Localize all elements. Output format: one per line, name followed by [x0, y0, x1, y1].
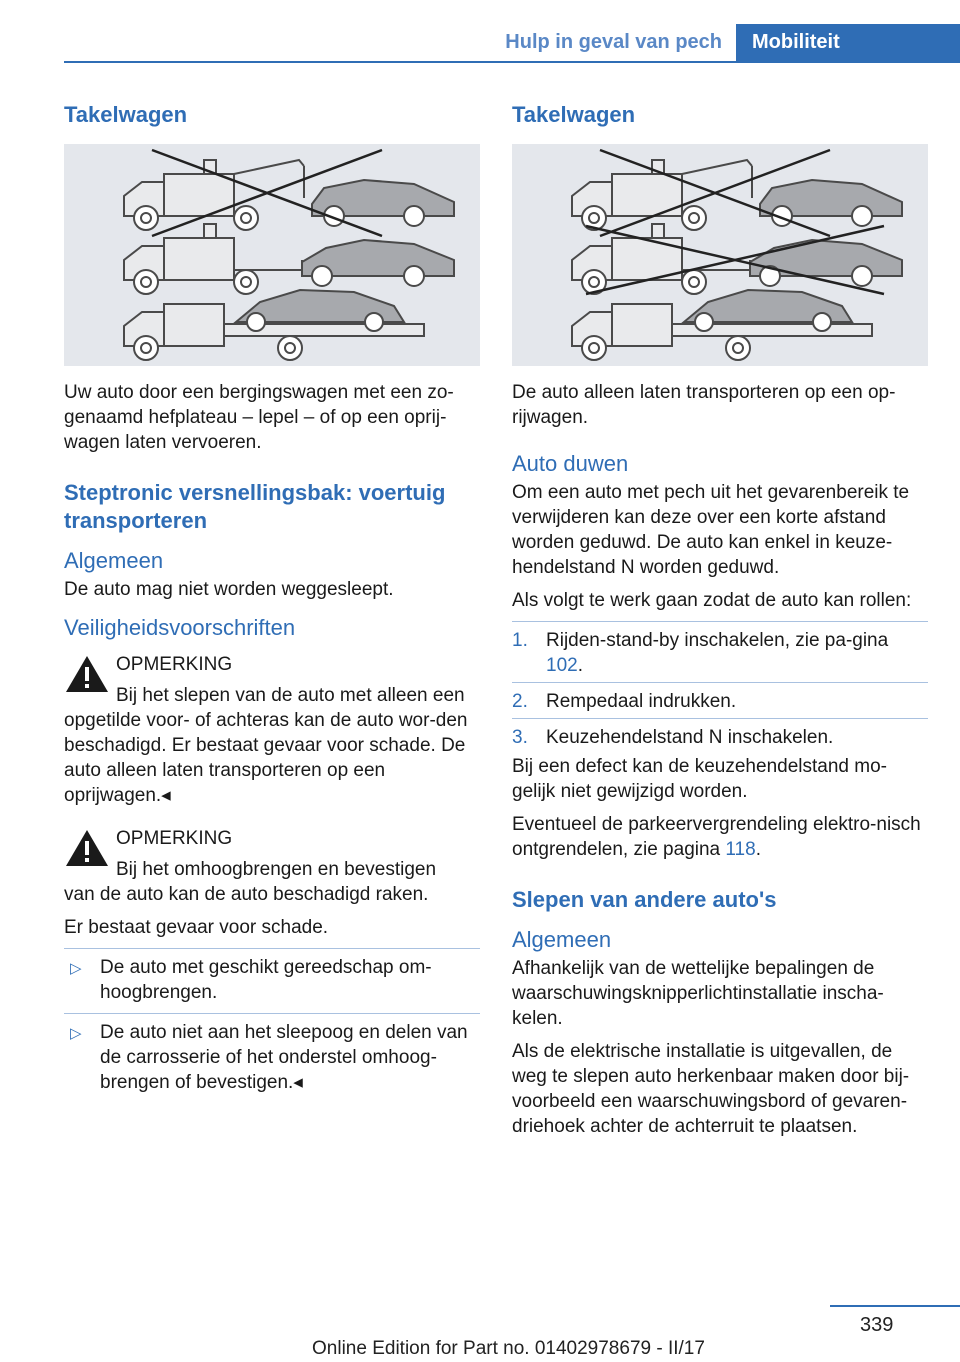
heading-algemeen-left: Algemeen — [64, 548, 164, 573]
divider — [512, 682, 928, 683]
warning-1-first-line: Bij het slepen van de auto met alleen een — [116, 685, 465, 706]
footer-rule — [830, 1305, 960, 1307]
push-text: Om een auto met pech uit het gevarenbereik te verwijderen kan deze over een korte afstand worden geduwd. De auto kan enkel in keuze‐hendelstand N worden geduwd. — [512, 482, 910, 578]
parking-text-body: Eventueel de parkeervergrendeling elektro‐nisch ontgrendelen, zie pagina — [512, 814, 921, 860]
step-text: Rijden-stand-by inschakelen, zie pa‐gina — [546, 630, 889, 651]
bullet-text: De auto met geschikt gereedschap om‐hoogbrengen. — [100, 957, 432, 1003]
header-chapter-tab[interactable]: Mobiliteit — [736, 24, 960, 61]
tow-truck-illustration-right — [512, 144, 928, 366]
steps-intro: Als volgt te werk gaan zodat de auto kan rollen: — [512, 590, 912, 611]
warning-triangle-icon — [64, 654, 110, 694]
right-column — [512, 100, 928, 1147]
bullet-text: De auto niet aan het sleepoog en delen van de carrosserie of het onderstel omhoog‐brengen of bevestigen.◂ — [100, 1022, 468, 1093]
tow-truck-illustration-left — [64, 144, 480, 366]
step-number: 2. — [512, 691, 528, 712]
right-intro: De auto alleen laten transporteren op een op‐rijwagen. — [512, 382, 896, 428]
step-text: Rempedaal indrukken. — [546, 691, 737, 712]
divider — [512, 621, 928, 622]
risk-text: Er bestaat gevaar voor schade. — [64, 917, 329, 938]
divider — [512, 718, 928, 719]
list-item — [512, 725, 928, 750]
left-intro: Uw auto door een bergingswagen met een zo‐genaamd hefplateau – lepel – of op een oprij‐wagen laten vervoeren. — [64, 382, 454, 453]
general-text: De auto mag niet worden weggesleept. — [64, 579, 394, 600]
warning-triangle-icon — [64, 828, 110, 868]
heading-steptronic: Steptronic versnellingsbak: voertuig transporteren — [64, 480, 446, 533]
list-item — [512, 689, 928, 714]
step-text: Keuzehendelstand N inschakelen. — [546, 727, 834, 748]
warning-1 — [64, 652, 480, 808]
heading-algemeen-right: Algemeen — [512, 927, 612, 952]
warning-2-text: van de auto kan de auto beschadigd raken. — [64, 884, 429, 905]
header-section-title: Hulp in geval van pech — [505, 31, 722, 53]
footer-edition: Online Edition for Part no. 01402978679 - II/17 — [312, 1338, 705, 1359]
warning-2-label: OPMERKING — [116, 828, 233, 849]
warning-2 — [64, 826, 480, 907]
list-item — [64, 955, 480, 1005]
heading-auto-duwen: Auto duwen — [512, 451, 629, 476]
defect-text: Bij een defect kan de keuzehendelstand mo‐gelijk niet gewijzigd worden. — [512, 756, 887, 802]
failure-text: Als de elektrische installatie is uitgevallen, de weg te slepen auto herkenbaar maken door bij‐voorbeeld een waarschuwingsbord of gevaren‐driehoek achter de achterruit te plaatsen. — [512, 1041, 910, 1137]
parking-text — [512, 812, 928, 862]
right-section-title: Takelwagen — [512, 102, 636, 127]
parking-end: . — [755, 839, 761, 860]
bullet-triangle-icon: ▷ — [70, 1025, 82, 1042]
warning-2-first-line: Bij het omhoogbrengen en bevestigen — [116, 859, 437, 880]
step-number: 3. — [512, 727, 528, 748]
bullet-triangle-icon: ▷ — [70, 960, 82, 977]
step-number: 1. — [512, 630, 528, 651]
page-link-118[interactable]: 118 — [725, 839, 756, 860]
heading-slepen: Slepen van andere auto's — [512, 887, 777, 912]
hazard-text: Afhankelijk van de wettelijke bepalingen de waarschuwingsknipperlichtinstallatie inscha‐kelen. — [512, 958, 884, 1029]
page-number: 339 — [860, 1314, 894, 1336]
list-item — [512, 628, 928, 678]
divider — [64, 948, 480, 949]
header-rule — [64, 61, 960, 63]
warning-1-text: opgetilde voor- of achteras kan de auto wor‐den beschadigd. Er bestaat gevaar voor schade. De auto alleen laten transporteren op een oprijwagen.◂ — [64, 710, 468, 806]
warning-1-label: OPMERKING — [116, 654, 233, 675]
list-item — [64, 1020, 480, 1095]
page-link-102[interactable]: 102 — [546, 655, 578, 676]
heading-veiligheid: Veiligheidsvoorschriften — [64, 615, 296, 640]
left-column — [64, 100, 480, 1103]
step-end: . — [577, 655, 583, 676]
left-section-title: Takelwagen — [64, 102, 188, 127]
divider — [64, 1013, 480, 1014]
